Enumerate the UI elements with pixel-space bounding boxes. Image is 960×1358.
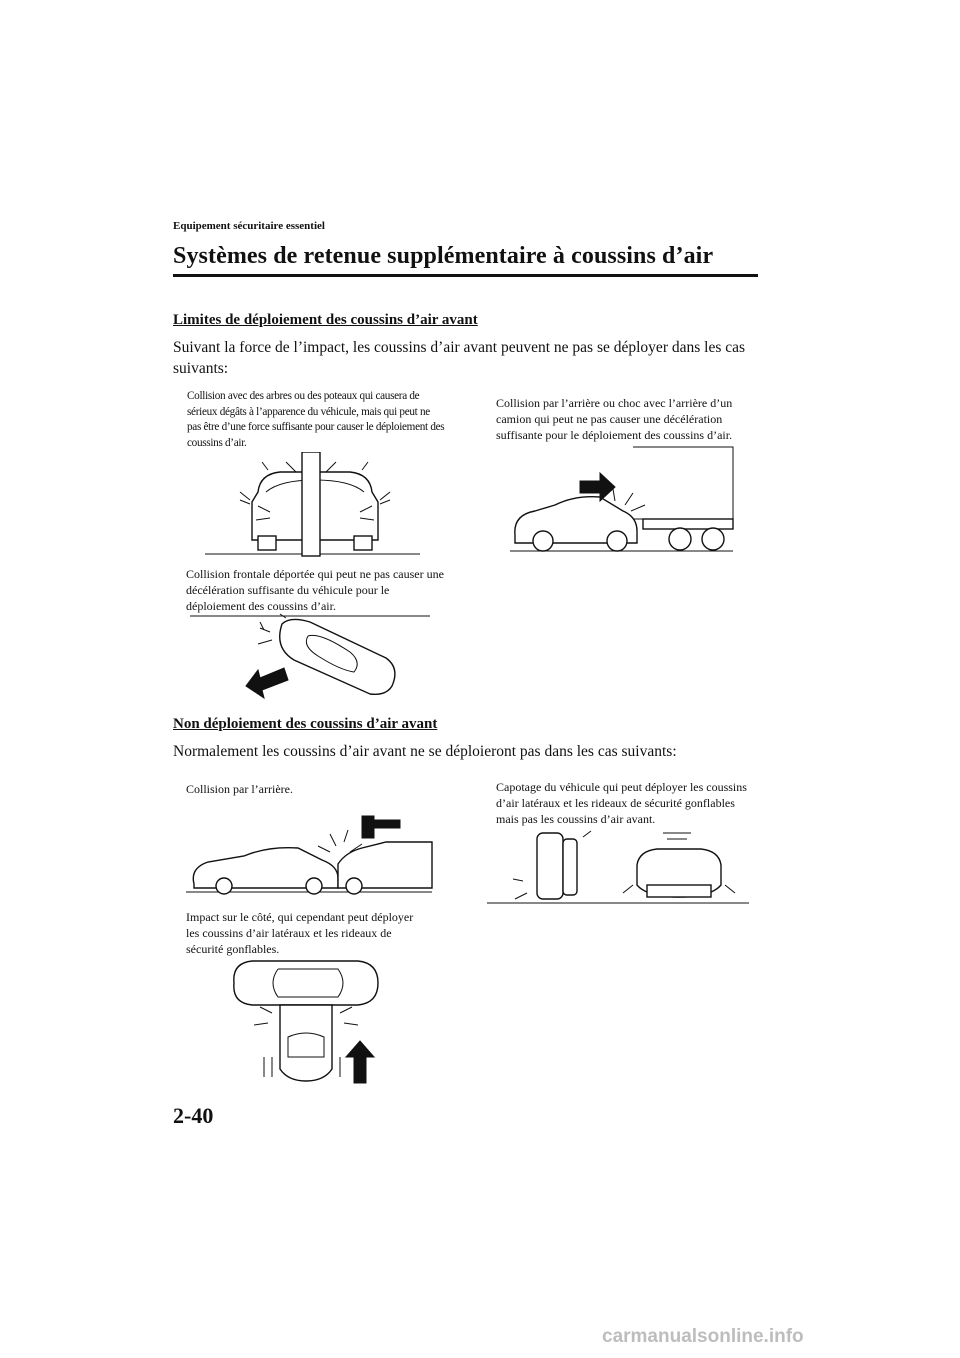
footer-watermark[interactable]: carmanualsonline.info (602, 1326, 804, 1347)
illustration-tree-pole (200, 452, 430, 562)
caption-rollover: Capotage du véhicule qui peut déployer les coussins d’air latéraux et les rideaux de sécurité gonflables mais pas les coussins d’air avant. (496, 780, 747, 826)
section-label: Equipement sécuritaire essentiel (173, 220, 325, 232)
caption-tree-pole: Collision avec des arbres ou des poteaux qui causera de sérieux dégâts à l’apparence du véhicule, mais qui peut ne pas être d’une force suffisante pour causer le déploiement des coussins d’air. (187, 390, 445, 449)
page-title: Systèmes de retenue supplémentaire à coussins d’air (173, 243, 714, 269)
non-deploy-heading: Non déploiement des coussins d’air avant (173, 716, 438, 732)
illustration-side (228, 957, 383, 1085)
caption-rear: Collision par l’arrière. (186, 782, 293, 796)
illustration-rear (186, 812, 434, 897)
page-number: 2-40 (173, 1103, 214, 1128)
title-rule (173, 274, 758, 277)
illustration-rear-truck (505, 445, 740, 555)
illustration-rollover (487, 825, 752, 907)
limits-heading: Limites de déploiement des coussins d’air avant (173, 312, 478, 328)
limits-intro: Suivant la force de l’impact, les coussins d’air avant peuvent ne pas se déployer dans les cas suivants: (173, 339, 746, 377)
caption-offset: Collision frontale déportée qui peut ne pas causer une décélération suffisante du véhicule pour le déploiement des coussins d’air. (186, 567, 444, 613)
illustration-offset (190, 612, 435, 702)
caption-side: Impact sur le côté, qui cependant peut déployer les coussins d’air latéraux et les rideaux de sécurité gonflables. (186, 910, 414, 956)
non-deploy-intro: Normalement les coussins d’air avant ne se déploieront pas dans les cas suivants: (173, 743, 677, 760)
caption-rear-truck: Collision par l’arrière ou choc avec l’arrière d’un camion qui peut ne pas causer une décélération suffisante pour le déploiement des coussins d’air. (496, 396, 733, 442)
